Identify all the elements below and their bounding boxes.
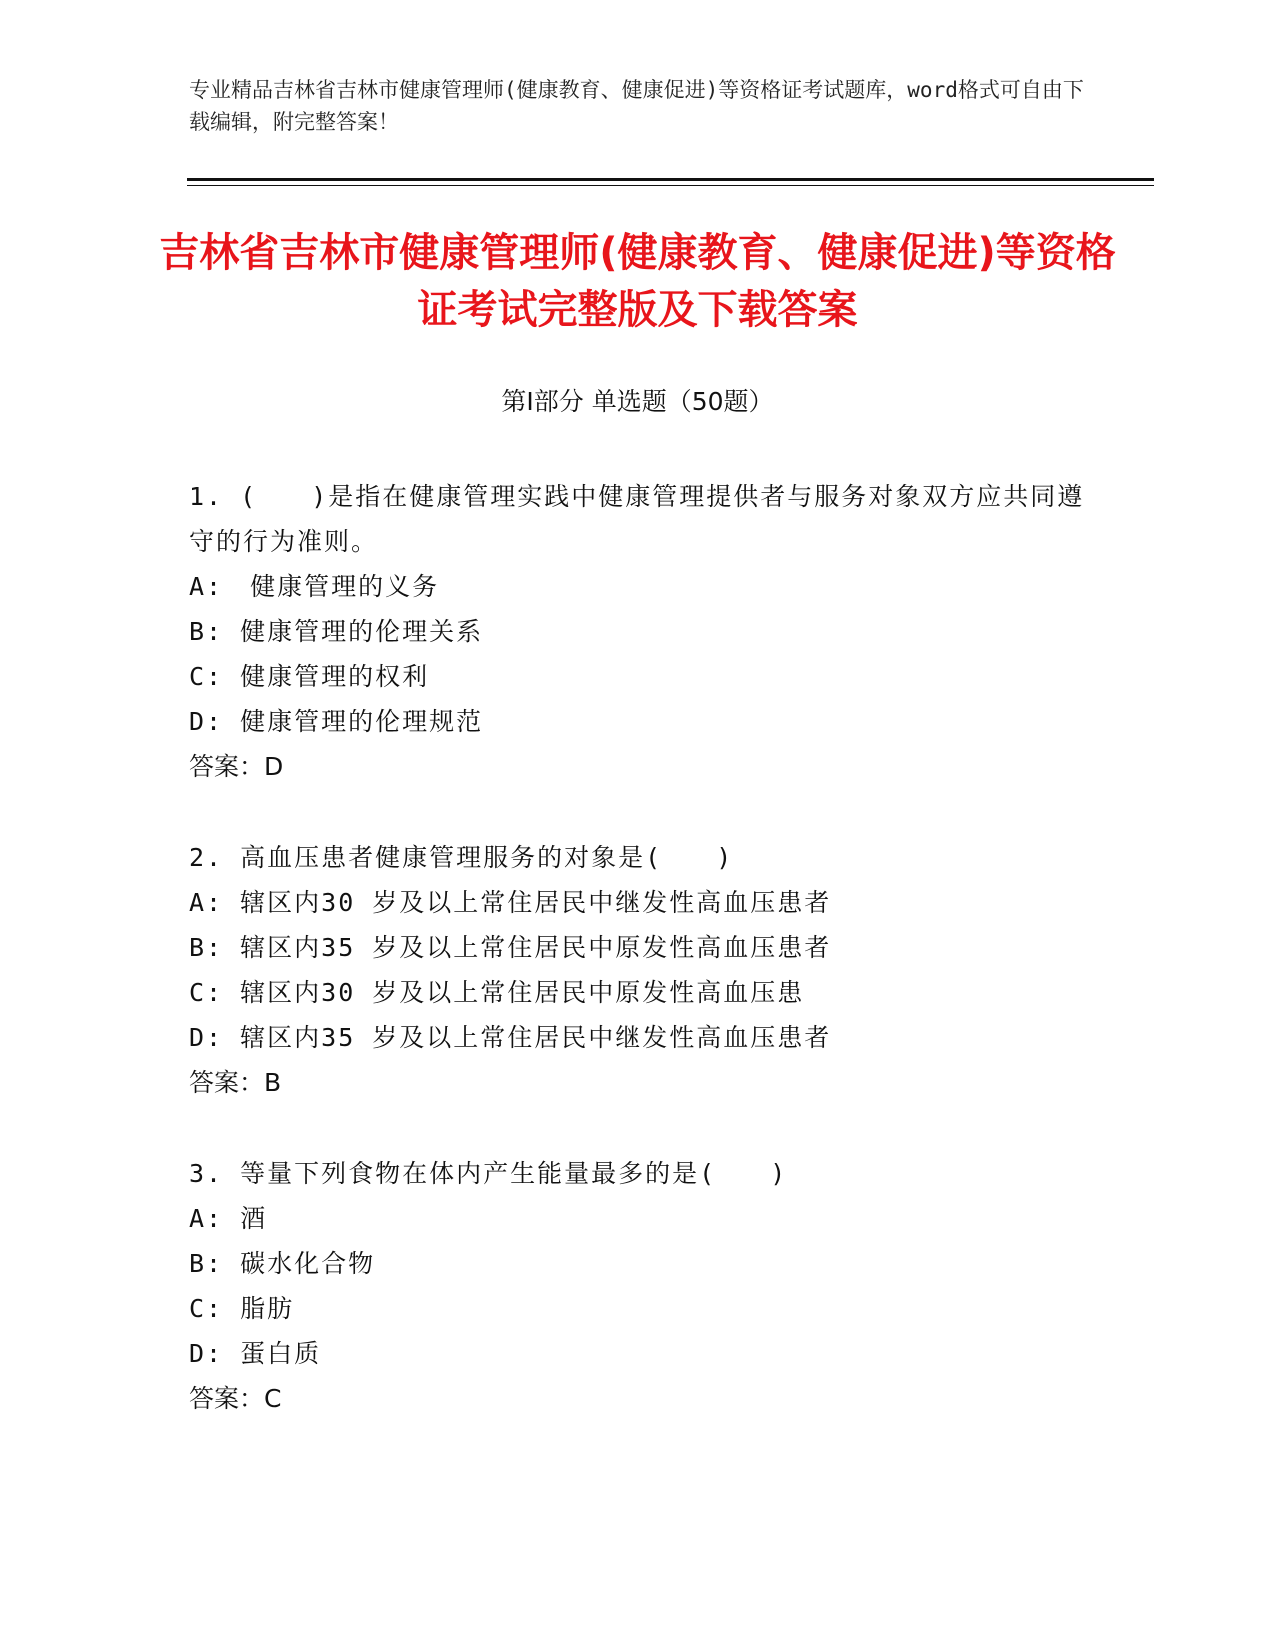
option-b: B: 碳水化合物 [189,1249,376,1278]
answer: 答案：C [189,1384,282,1413]
question-stem: 3. 等量下列食物在体内产生能量最多的是( ) [189,1159,788,1188]
option-c: C: 脂肪 [189,1294,295,1323]
section-title: 第Ⅰ部分 单选题（50题） [501,387,774,416]
question-1 [189,474,1089,789]
option-d: D: 蛋白质 [189,1339,322,1368]
option-d: D: 辖区内35 岁及以上常住居民中继发性高血压患者 [189,1023,832,1052]
option-a: A: 酒 [189,1204,268,1233]
document-title: 吉林省吉林市健康管理师(健康教育、健康促进)等资格证考试完整版及下载答案 [159,230,1116,333]
question-list [189,474,1089,1467]
header-divider-thin [187,185,1154,186]
header-note: 专业精品吉林省吉林市健康管理师(健康教育、健康促进)等资格证考试题库，word格式可自由下载编辑，附完整答案！ [189,78,1084,134]
option-a: A: 健康管理的义务 [189,572,440,601]
question-stem: 2. 高血压患者健康管理服务的对象是( ) [189,843,734,872]
option-d: D: 健康管理的伦理规范 [189,707,484,736]
answer: 答案：B [189,1068,282,1097]
question-stem: 1. ( )是指在健康管理实践中健康管理提供者与服务对象双方应共同遵守的行为准则。 [189,482,1085,556]
option-c: C: 健康管理的权利 [189,662,430,691]
option-a: A: 辖区内30 岁及以上常住居民中继发性高血压患者 [189,888,832,917]
header-divider-thick [187,178,1154,181]
question-2 [189,835,1089,1105]
answer: 答案：D [189,752,284,781]
question-3 [189,1151,1089,1421]
option-b: B: 辖区内35 岁及以上常住居民中原发性高血压患者 [189,933,832,962]
option-c: C: 辖区内30 岁及以上常住居民中原发性高血压患 [189,978,805,1007]
option-b: B: 健康管理的伦理关系 [189,617,484,646]
